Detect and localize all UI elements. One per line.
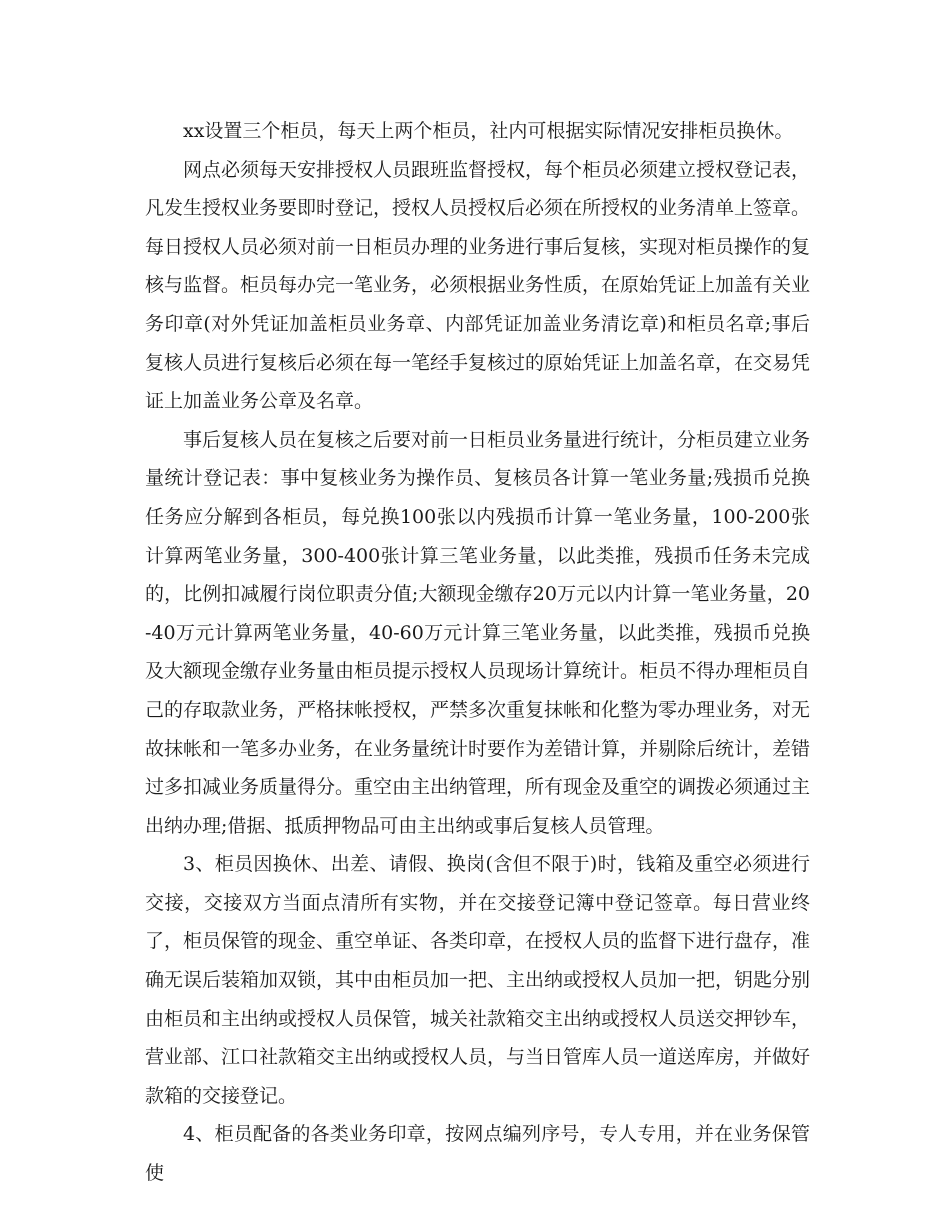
document-body bbox=[145, 112, 810, 1193]
paragraph-1: xx设置三个柜员，每天上两个柜员，社内可根据实际情况安排柜员换休。 bbox=[183, 120, 794, 142]
paragraph-4: 3、柜员因换休、出差、请假、换岗(含但不限于)时，钱箱及重空必须进行交接，交接双方当面点清所有实物，并在交接登记簿中登记签章。每日营业终了，柜员保管的现金、重空单证、各类印章，在授权人员的监督下进行盘存，准确无误后装箱加双锁，其中由柜员加一把、主出纳或授权人员加一把，钥匙分别由柜员和主出纳或授权人员保管，城关社款箱交主出纳或授权人员送交押钞车，营业部、江口社款箱交主出纳或授权人员，与当日管库人员一道送库房，并做好款箱的交接登记。 bbox=[145, 853, 811, 1107]
paragraph-5: 4、柜员配备的各类业务印章，按网点编列序号，专人专用，并在业务保管使 bbox=[145, 1123, 810, 1185]
paragraph-3: 事后复核人员在复核之后要对前一日柜员业务量进行统计，分柜员建立业务量统计登记表：事中复核业务为操作员、复核员各计算一笔业务量;残损币兑换任务应分解到各柜员，每兑换100张以内残损币计算一笔业务量，100-200张计算两笔业务量，300-400张计算三笔业务量，以此类推，残损币任务未完成的，比例扣减履行岗位职责分值;大额现金缴存20万元以内计算一笔业务量，20-40万元计算两笔业务量，40-60万元计算三笔业务量，以此类推，残损币兑换及大额现金缴存业务量由柜员提示授权人员现场计算统计。柜员不得办理柜员自己的存取款业务，严格抹帐授权，严禁多次重复抹帐和化整为零办理业务，对无故抹帐和一笔多办业务，在业务量统计时要作为差错计算，并剔除后统计，差错过多扣减业务质量得分。重空由主出纳管理，所有现金及重空的调拨必须通过主出纳办理;借据、抵质押物品可由主出纳或事后复核人员管理。 bbox=[145, 428, 811, 837]
paragraph-2: 网点必须每天安排授权人员跟班监督授权，每个柜员必须建立授权登记表，凡发生授权业务要即时登记，授权人员授权后必须在所授权的业务清单上签章。每日授权人员必须对前一日柜员办理的业务进行事后复核，实现对柜员操作的复核与监督。柜员每办完一笔业务，必须根据业务性质，在原始凭证上加盖有关业务印章(对外凭证加盖柜员业务章、内部凭证加盖业务清讫章)和柜员名章;事后复核人员进行复核后必须在每一笔经手复核过的原始凭证上加盖名章，在交易凭证上加盖业务公章及名章。 bbox=[145, 158, 811, 413]
